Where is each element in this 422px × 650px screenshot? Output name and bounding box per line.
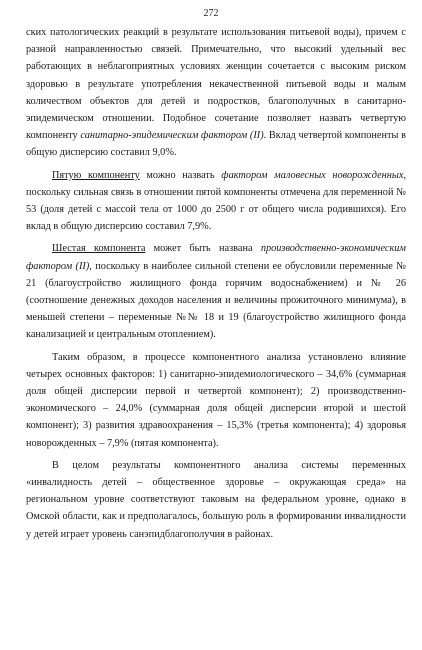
underlined-term: Пятую компоненту <box>52 169 140 181</box>
document-body <box>26 24 406 543</box>
page-number: 272 <box>203 8 219 19</box>
paragraph <box>26 240 406 343</box>
text-run: Таким образом, в процессе компонентного анализа установлено влияние четырех основных факторов: 1) санитарно-эпидемиологического – 34,6% (суммарная доля общей дисперсии первой и четвертой компонент); 2) производственно-экономического – 24,0% (суммарная доля общей дисперсии второй и шестой компонент); 3) развития здравоохранения – 15,3% (третья компонента); 4) здоровья новорожденных – 7,9% (пятая компонента). <box>26 351 406 449</box>
text-run: ских патологических реакций в результате использования питьевой воды), причем с разной направленностью связей. Примечательно, что высокий удельный вес работающих в неблагоприятных условиях женщин сочетается с высоким риском здоровью в результате употребления некачественной питьевой воды и малым количеством объектов для детей и подростков, благополучных в санитарно-эпидемическом отношении. Подобное сочетание позволяет назвать четвертую компоненту <box>26 27 406 142</box>
text-run: . Вклад четвертой компоненты в общую дисперсию составил 9,0%. <box>26 130 406 159</box>
italic-term: фактором маловесных новорожденных <box>221 169 404 181</box>
underlined-term: Шестая компонента <box>52 243 146 255</box>
paragraph <box>26 167 406 236</box>
italic-term: санитарно-эпидемическим фактором (II) <box>80 130 264 142</box>
paragraph <box>26 24 406 162</box>
italic-term: производственно-экономическим фактором (II) <box>26 243 406 272</box>
text-run: , поскольку в наиболее сильной степени ее обусловили переменные № 21 (благоустройство жилищного фонда горячим водоснабжением) и № 26 (соотношение денежных доходов населения и величины прожиточного минимума), в меньшей степени – переменные №№ 18 и 19 (благоустройство жилищного фонда канализацией и центральным отоплением). <box>26 260 406 341</box>
text-run: , поскольку сильная связь в отношении пятой компоненты отмечена для переменной № 53 (доля детей с массой тела от 1000 до 2500 г от общего числа родившихся). Его вклад в общую дисперсию составил 7,9%. <box>26 169 407 233</box>
text-run: можно назвать <box>139 169 222 181</box>
text-run: В целом результаты компонентного анализа системы переменных «инвалидность детей – общественное здоровье – окружающая среда» на региональном уровне соответствуют таковым на федеральном уровне, однако в Омской области, как и предполагалось, большую роль в формировании инвалидности у детей играет уровень санэпидблагополучия в районах. <box>26 459 406 540</box>
text-run: может быть названа <box>145 243 261 255</box>
paragraph <box>26 349 406 452</box>
paragraph <box>26 457 406 543</box>
